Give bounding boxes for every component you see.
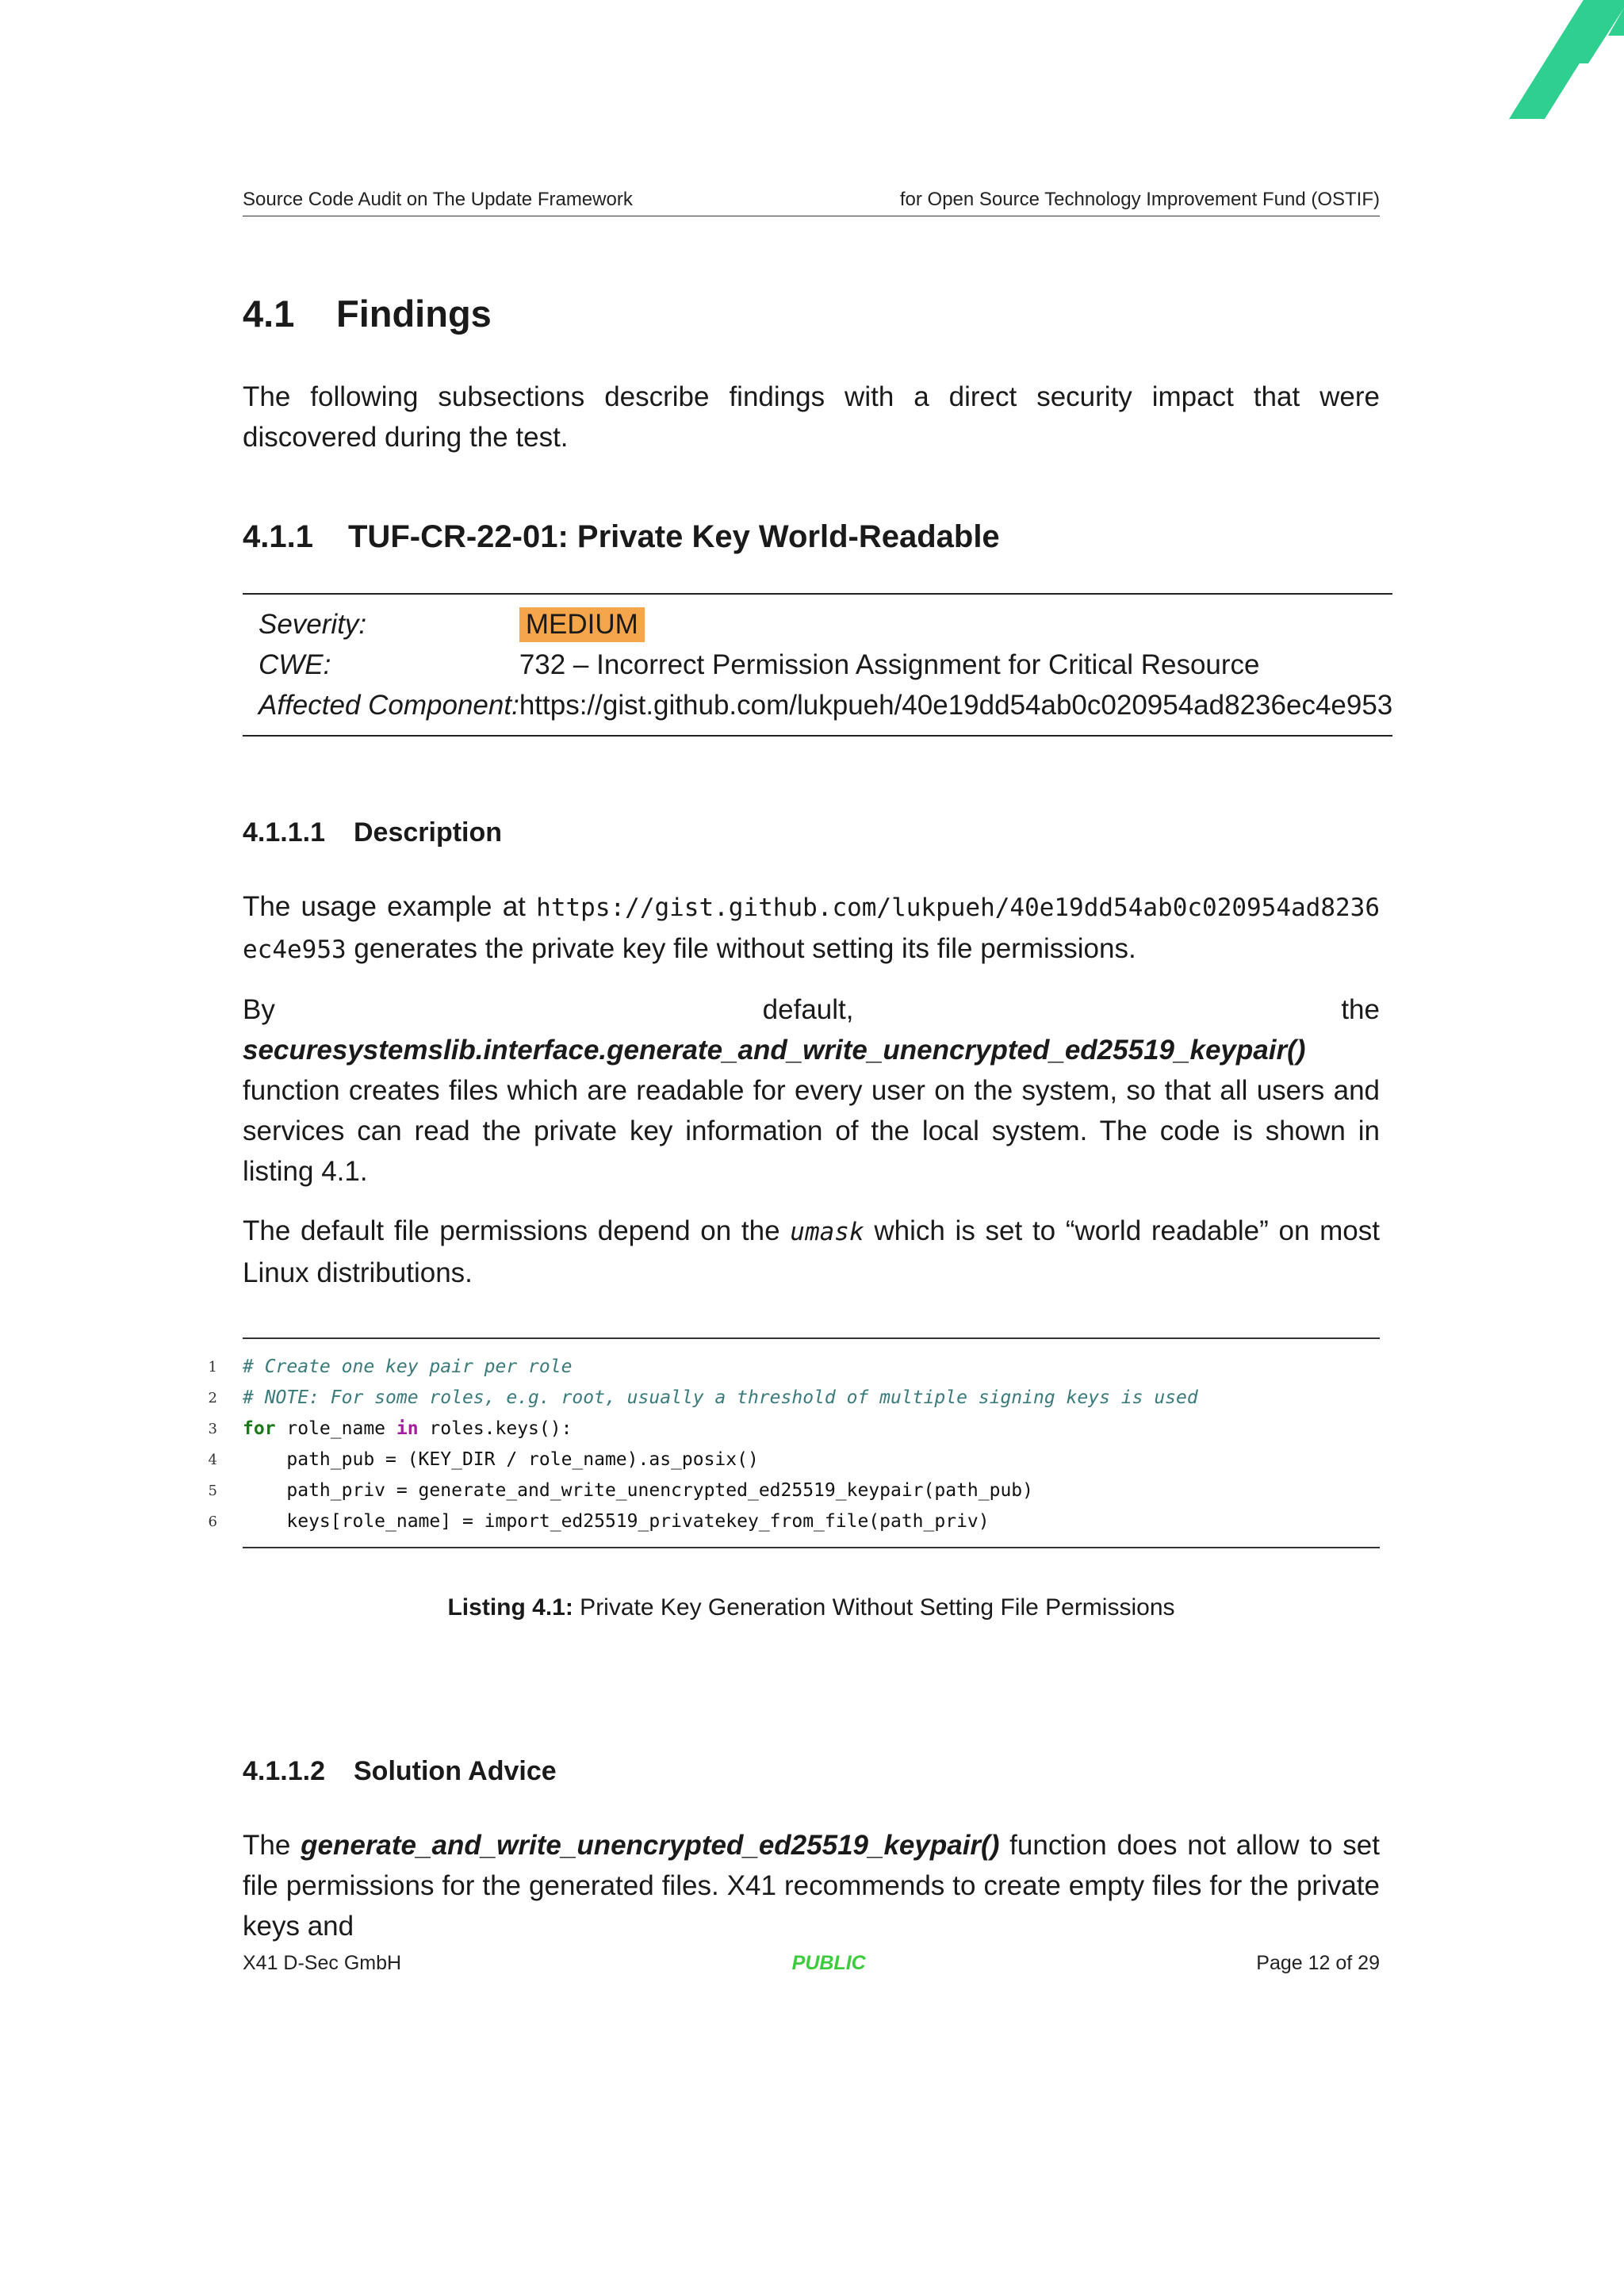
- section-title: Findings: [336, 293, 492, 335]
- line-number: 1: [208, 1359, 217, 1376]
- corner-stripes-decoration: [1354, 0, 1624, 119]
- line-number: 5: [208, 1483, 217, 1499]
- intro-paragraph: The following subsections describe findings with a direct security impact that were discovered during the test.: [243, 381, 1380, 453]
- header-left: Source Code Audit on The Update Framework: [243, 189, 633, 210]
- description-number: 4.1.1.1: [243, 817, 325, 848]
- cwe-key: CWE:: [259, 649, 331, 680]
- finding-number: 4.1.1: [243, 519, 313, 554]
- line-number: 6: [208, 1513, 217, 1530]
- caption-text: Private Key Generation Without Setting File Permissions: [573, 1594, 1175, 1621]
- p2-post: function creates files which are readable for every user on the system, so that all users and services can read the private key information of the local system. The code is shown in listing 4.1.: [243, 1075, 1380, 1187]
- code-text: path_priv = generate_and_write_unencrypted_ed25519_keypair(path_pub): [243, 1480, 1033, 1501]
- code-keyword-for: for: [243, 1418, 276, 1439]
- solution-pre: The: [243, 1830, 301, 1861]
- p1-pre: The usage example at: [243, 891, 537, 922]
- code-text: keys[role_name] = import_ed25519_privatekey_from_file(path_priv): [243, 1511, 990, 1532]
- finding-meta-table: [243, 593, 1392, 737]
- solution-number: 4.1.1.2: [243, 1756, 325, 1786]
- solution-post: function does not allow to set file permissions for the generated files. X41 recommends to create empty files for the private keys and: [243, 1830, 1380, 1942]
- p2-pre: By default, the: [243, 994, 1380, 1025]
- component-key: Affected Component:: [259, 689, 519, 721]
- solution-paragraph: [243, 1825, 1380, 1946]
- solution-heading: [243, 1756, 1380, 1787]
- solution-title: Solution Advice: [354, 1756, 557, 1786]
- severity-row: [243, 594, 1392, 645]
- code-listing: [208, 1337, 1380, 1548]
- code-text: path_pub = (KEY_DIR / role_name).as_posix(): [243, 1449, 759, 1470]
- listing-caption: [243, 1594, 1380, 1621]
- component-row: [243, 685, 1392, 736]
- running-footer: [243, 1952, 1380, 1975]
- code-text: role_name: [275, 1418, 396, 1439]
- cwe-value: 732 – Incorrect Permission Assignment for Critical Resource: [519, 649, 1260, 680]
- code-line: [208, 1445, 1380, 1475]
- finding-heading: [243, 519, 1380, 555]
- line-number: 4: [208, 1452, 217, 1468]
- code-comment: # Create one key pair per role: [243, 1357, 573, 1377]
- code-line: [208, 1506, 1380, 1537]
- component-value: https://gist.github.com/lukpueh/40e19dd54ab0c020954ad8236ec4e953: [519, 689, 1393, 721]
- footer-company: X41 D-Sec GmbH: [243, 1952, 402, 1974]
- code-line: [208, 1383, 1380, 1414]
- code-line: [208, 1414, 1380, 1445]
- p1-post: generates the private key file without setting its file permissions.: [346, 933, 1136, 964]
- finding-title: TUF-CR-22-01: Private Key World-Readable: [348, 519, 1000, 554]
- footer-classification: PUBLIC: [791, 1952, 866, 1974]
- description-paragraph-2: [243, 989, 1380, 1192]
- umask-code: umask: [790, 1218, 864, 1246]
- p3-post: which is set to “world readable” on most Linux distributions.: [243, 1215, 1380, 1288]
- header-right: for Open Source Technology Improvement Fund (OSTIF): [899, 189, 1380, 210]
- code-comment: # NOTE: For some roles, e.g. root, usually a threshold of multiple signing keys is used: [243, 1387, 1198, 1408]
- code-text: roles.keys():: [418, 1418, 573, 1439]
- gist-url[interactable]: https://gist.github.com/lukpueh/40e19dd54ab0c020954ad8236ec4e953: [243, 894, 1380, 964]
- code-line: [208, 1352, 1380, 1383]
- description-heading: [243, 817, 1380, 848]
- caption-label: Listing 4.1:: [447, 1594, 573, 1621]
- cwe-row: [243, 645, 1392, 685]
- main-content: [208, 277, 1393, 1946]
- description-title: Description: [354, 817, 503, 848]
- section-heading: [243, 292, 1380, 335]
- solution-function-name: generate_and_write_unencrypted_ed25519_keypair(): [301, 1830, 1000, 1861]
- line-number: 3: [208, 1421, 217, 1437]
- p2-function-name: securesystemslib.interface.generate_and_write_unencrypted_ed25519_keypair(): [243, 1035, 1306, 1066]
- severity-badge: MEDIUM: [519, 607, 645, 642]
- footer-page-number: Page 12 of 29: [1256, 1952, 1380, 1974]
- running-header: [243, 189, 1380, 216]
- section-number: 4.1: [243, 293, 295, 335]
- description-paragraph-1: [243, 886, 1380, 970]
- description-paragraph-3: [243, 1211, 1380, 1293]
- line-number: 2: [208, 1390, 217, 1406]
- code-keyword-in: in: [396, 1418, 419, 1439]
- code-line: [208, 1475, 1380, 1506]
- p3-pre: The default file permissions depend on the: [243, 1215, 791, 1246]
- severity-key: Severity:: [259, 608, 367, 640]
